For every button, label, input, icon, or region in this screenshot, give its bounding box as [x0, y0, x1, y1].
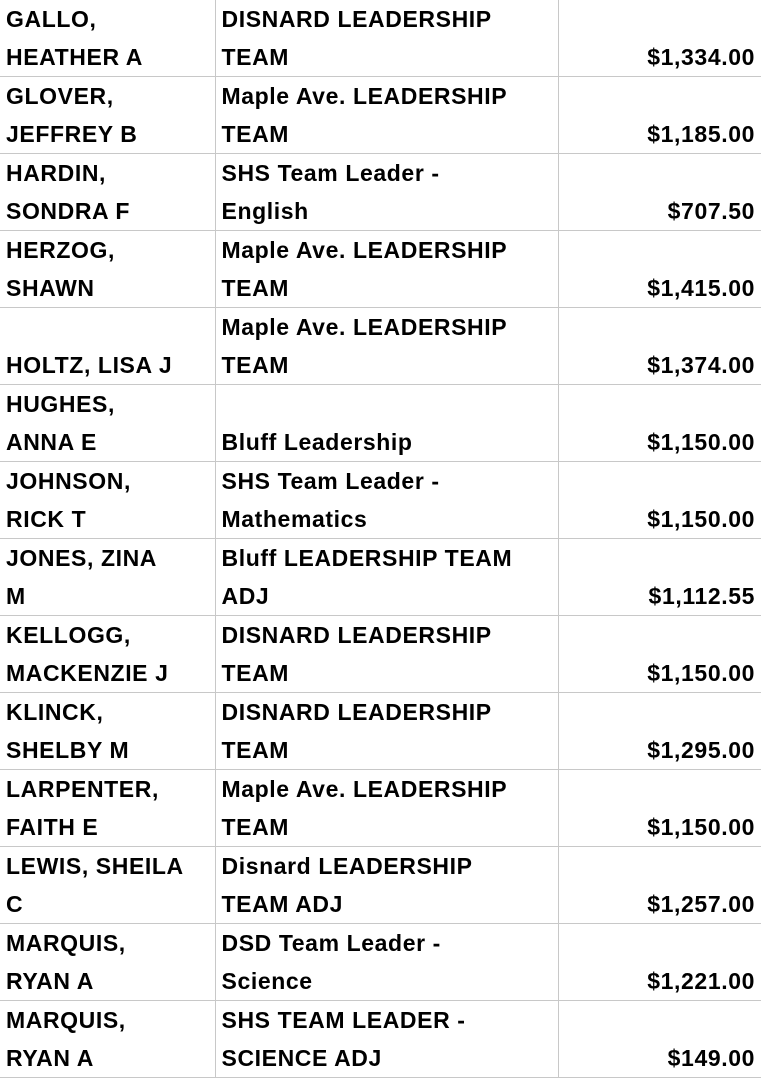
- position-line: [222, 385, 552, 423]
- position-line: DISNARD LEADERSHIP: [221, 622, 492, 648]
- employee-name-line: HUGHES,: [6, 391, 115, 417]
- employee-name-cell: [0, 770, 215, 847]
- employee-name-line: HEATHER A: [6, 44, 144, 70]
- position-cell: [215, 847, 558, 924]
- employee-name-line: SHELBY M: [6, 737, 130, 763]
- amount-cell: $1,295.00: [558, 693, 761, 770]
- amount-cell: $1,221.00: [558, 924, 761, 1001]
- position-cell: [215, 0, 558, 77]
- employee-name-line: HOLTZ, LISA J: [6, 352, 173, 378]
- position-line: SHS Team Leader -: [221, 468, 440, 494]
- employee-name-line: GLOVER,: [6, 83, 114, 109]
- employee-name-cell: [0, 231, 215, 308]
- employee-name-line: KELLOGG,: [6, 622, 131, 648]
- employee-name-cell: [0, 154, 215, 231]
- position-line: Disnard LEADERSHIP: [221, 853, 473, 879]
- amount-cell: $1,150.00: [558, 616, 761, 693]
- employee-name-line: JEFFREY B: [6, 121, 138, 147]
- position-line: TEAM: [221, 660, 290, 686]
- table-row: [0, 385, 761, 462]
- employee-name-line: RICK T: [6, 506, 87, 532]
- position-line: TEAM ADJ: [221, 891, 344, 917]
- position-line: ADJ: [221, 583, 270, 609]
- employee-name-line: MACKENZIE J: [6, 660, 169, 686]
- employee-name-cell: [0, 539, 215, 616]
- position-cell: [215, 231, 558, 308]
- table-row: [0, 308, 761, 385]
- employee-name-cell: [0, 924, 215, 1001]
- position-line: SHS TEAM LEADER -: [221, 1007, 466, 1033]
- employee-name-line: RYAN A: [6, 1045, 94, 1071]
- amount-cell: $1,150.00: [558, 385, 761, 462]
- employee-name-line: HERZOG,: [6, 237, 115, 263]
- table-row: [0, 770, 761, 847]
- employee-name-line: SHAWN: [6, 275, 95, 301]
- position-cell: [215, 616, 558, 693]
- employee-name-line: C: [6, 891, 24, 917]
- employee-name-line: SONDRA F: [6, 198, 131, 224]
- position-cell: [215, 539, 558, 616]
- table-row: [0, 693, 761, 770]
- amount-cell: $149.00: [558, 1001, 761, 1078]
- position-cell: [215, 154, 558, 231]
- table-row: [0, 77, 761, 154]
- employee-name-line: KLINCK,: [6, 699, 104, 725]
- position-line: Mathematics: [221, 506, 368, 532]
- position-line: Maple Ave. LEADERSHIP: [221, 83, 508, 109]
- employee-name-line: LARPENTER,: [6, 776, 159, 802]
- employee-name-cell: [0, 847, 215, 924]
- employee-name-line: M: [6, 583, 26, 609]
- table-row: [0, 231, 761, 308]
- position-cell: [215, 77, 558, 154]
- position-line: DISNARD LEADERSHIP: [221, 6, 492, 32]
- employee-name-line: RYAN A: [6, 968, 94, 994]
- employee-name-cell: [0, 308, 215, 385]
- position-line: Science: [221, 968, 313, 994]
- position-line: DISNARD LEADERSHIP: [221, 699, 492, 725]
- position-cell: [215, 462, 558, 539]
- amount-cell: $1,374.00: [558, 308, 761, 385]
- position-cell: [215, 308, 558, 385]
- position-line: TEAM: [221, 44, 290, 70]
- table-row: [0, 924, 761, 1001]
- employee-name-cell: [0, 693, 215, 770]
- position-line: TEAM: [221, 814, 290, 840]
- table-row: [0, 154, 761, 231]
- position-line: TEAM: [221, 352, 290, 378]
- table-row: [0, 847, 761, 924]
- employee-name-line: HARDIN,: [6, 160, 107, 186]
- employee-name-cell: [0, 77, 215, 154]
- employee-name-line: JOHNSON,: [6, 468, 131, 494]
- position-line: Maple Ave. LEADERSHIP: [221, 314, 508, 340]
- employee-name-cell: [0, 385, 215, 462]
- position-line: SHS Team Leader -: [221, 160, 440, 186]
- position-line: Maple Ave. LEADERSHIP: [221, 237, 508, 263]
- amount-cell: $1,150.00: [558, 462, 761, 539]
- employee-name-line: ANNA E: [6, 429, 97, 455]
- table-row: [0, 0, 761, 77]
- employee-name-cell: [0, 0, 215, 77]
- amount-cell: $707.50: [558, 154, 761, 231]
- table-row: [0, 616, 761, 693]
- position-cell: [215, 693, 558, 770]
- employee-name-line: JONES, ZINA: [6, 545, 158, 571]
- amount-cell: $1,112.55: [558, 539, 761, 616]
- amount-cell: $1,257.00: [558, 847, 761, 924]
- position-line: TEAM: [221, 275, 290, 301]
- position-cell: [215, 924, 558, 1001]
- employee-name-line: MARQUIS,: [6, 1007, 126, 1033]
- position-line: SCIENCE ADJ: [221, 1045, 382, 1071]
- position-line: TEAM: [221, 737, 290, 763]
- employee-name-line: GALLO,: [6, 6, 97, 32]
- table-row: [0, 462, 761, 539]
- position-line: TEAM: [221, 121, 290, 147]
- table-row: [0, 1001, 761, 1078]
- position-line: English: [221, 198, 309, 224]
- employee-name-cell: [0, 1001, 215, 1078]
- employee-name-line: LEWIS, SHEILA: [6, 853, 184, 879]
- table-row: [0, 539, 761, 616]
- amount-cell: $1,150.00: [558, 770, 761, 847]
- amount-cell: $1,415.00: [558, 231, 761, 308]
- position-line: Maple Ave. LEADERSHIP: [221, 776, 508, 802]
- amount-cell: $1,334.00: [558, 0, 761, 77]
- employee-name-line: MARQUIS,: [6, 930, 126, 956]
- position-cell: [215, 770, 558, 847]
- position-cell: [215, 385, 558, 462]
- employee-name-line: [6, 308, 209, 346]
- position-line: DSD Team Leader -: [221, 930, 441, 956]
- employee-name-cell: [0, 462, 215, 539]
- position-line: Bluff Leadership: [221, 429, 413, 455]
- employee-name-line: FAITH E: [6, 814, 99, 840]
- employee-name-cell: [0, 616, 215, 693]
- position-line: Bluff LEADERSHIP TEAM: [221, 545, 513, 571]
- amount-cell: $1,185.00: [558, 77, 761, 154]
- position-cell: [215, 1001, 558, 1078]
